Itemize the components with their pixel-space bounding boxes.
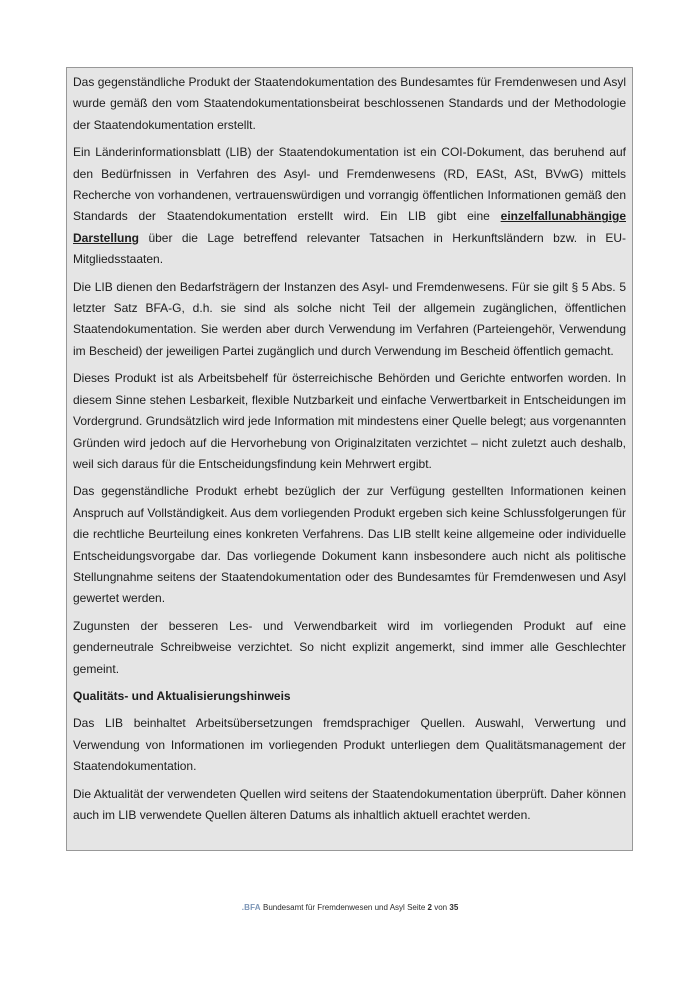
paragraph-5: Das gegenständliche Produkt erhebt bezüglich der zur Verfügung gestellten Informationen keinen Anspruch auf Vollständigkeit. Aus dem vorliegenden Produkt ergeben sich keine Schlussfolgerungen für die rechtliche Beurteilung eines konkreten Verfahrens. Das LIB stellt keine allgemeine oder individuelle Entscheidungsvorgabe dar. Das vorliegende Dokument kann insbesondere auch nicht als politische Stellungnahme seitens der Staatendokumentation oder des Bundesamtes für Fremdenwesen und Asyl gewertet werden. xyxy=(73,484,626,606)
disclaimer-box xyxy=(66,67,633,851)
paragraph-6: Zugunsten der besseren Les- und Verwendbarkeit wird im vorliegenden Produkt auf eine genderneutrale Schreibweise verzichtet. So nicht explizit angemerkt, sind immer alle Geschlechter gemeint. xyxy=(73,618,626,676)
paragraph-8: Die Aktualität der verwendeten Quellen wird seitens der Staatendokumentation überprüft. Daher können auch im LIB verwendete Quellen älteren Datums als inhaltlich aktuell erachtet werden. xyxy=(73,786,626,822)
footer-page-number: 2 xyxy=(427,903,432,912)
footer-von-label: von xyxy=(434,903,448,912)
paragraph-1: Das gegenständliche Produkt der Staatendokumentation des Bundesamtes für Fremdenwesen und Asyl wurde gemäß den vom Staatendokumentationsbeirat beschlossenen Standards und der Methodologie der Staatendokumentation erstellt. xyxy=(73,75,626,132)
paragraph-4: Dieses Produkt ist als Arbeitsbehelf für österreichische Behörden und Gerichte entworfen worden. In diesem Sinne stehen Lesbarkeit, flexible Nutzbarkeit und einfache Verwertbarkeit in Entscheidungen im Vordergrund. Grundsätzlich wird jede Information mit mindestens einer Quelle belegt; aus vorgenannten Gründen wird jedoch auf die Hervorhebung von Originalzitaten verzichtet – nicht zuletzt auch deshalb, weil sich daraus für die Entscheidungsfindung kein Mehrwert ergibt. xyxy=(73,371,626,471)
paragraph-2-text-post: über die Lage betreffend relevanter Tatsachen in Herkunftsländern bzw. in EU-Mitgliedsstaaten. xyxy=(73,230,626,267)
bfa-logo: .BFA xyxy=(241,903,261,912)
footer-organization: Bundesamt für Fremdenwesen und Asyl xyxy=(262,903,405,912)
paragraph-7: Das LIB beinhaltet Arbeitsübersetzungen fremdsprachiger Quellen. Auswahl, Verwertung und Verwendung von Informationen im vorliegenden Produkt unterliegen dem Qualitätsmanagement der Staatendokumentation. xyxy=(73,716,626,774)
page-footer xyxy=(0,902,700,914)
paragraph-3: Die LIB dienen den Bedarfsträgern der Instanzen des Asyl- und Fremdenwesens. Für sie gilt § 5 Abs. 5 letzter Satz BFA-G, d.h. sie sind als solche nicht Teil der allgemein zugänglichen, öffentlichen Staatendokumentation. Sie werden aber durch Verwendung im Verfahren (Parteiengehör, Verwendung im Bescheid) der jeweiligen Partei zugänglich und durch Verwendung im Bescheid öffentlich gemacht. xyxy=(73,279,626,358)
emphasized-term: einzelfallunabhängige Darstellung xyxy=(73,209,626,245)
footer-page-label: Seite xyxy=(407,903,426,912)
paragraph-2 xyxy=(73,142,626,270)
footer-total-pages: 35 xyxy=(449,903,459,912)
paragraph-2-text-pre: Ein Länderinformationsblatt (LIB) der Staatendokumentation ist ein COI-Dokument, das beruhend auf den Bedürfnissen in Verfahren des Asyl- und Fremdenwesens (RD, EASt, ASt, BVwG) mittels Recherche von vorhandenen, vertrauenswürdigen und vorrangig öffentlichen Informationen gemäß den Standards der Staatendokumentation erstellt wird. Ein LIB gibt eine xyxy=(73,145,626,224)
section-heading: Qualitäts- und Aktualisierungshinweis xyxy=(73,688,291,703)
